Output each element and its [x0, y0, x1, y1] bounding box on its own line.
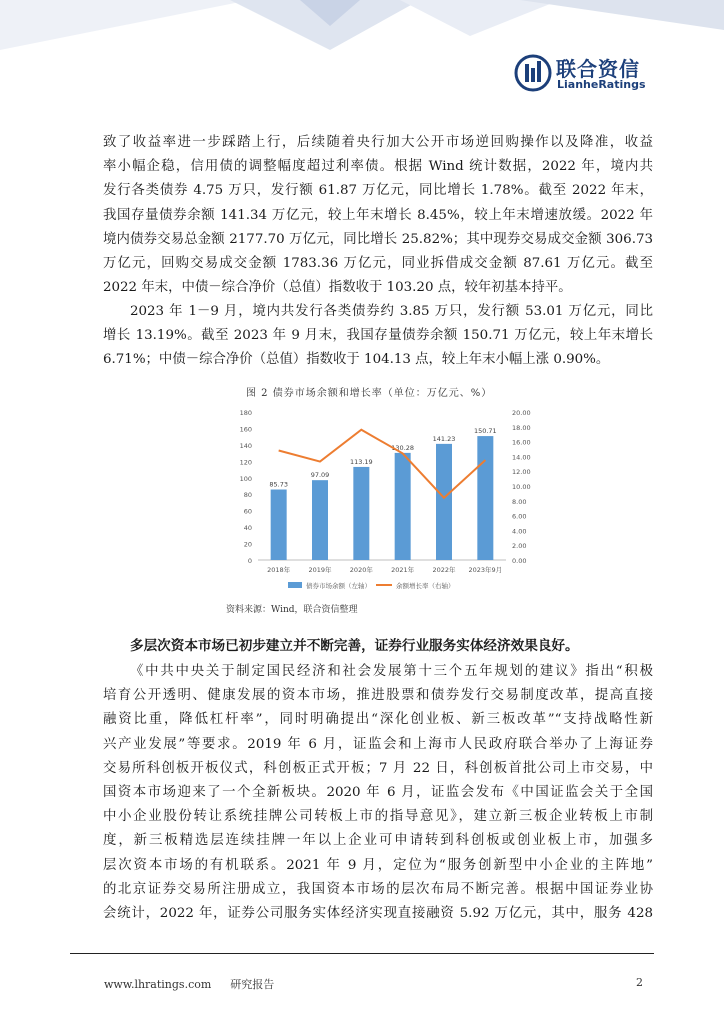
left-axis-tick: 120	[239, 458, 252, 467]
x-axis-tick: 2022年	[432, 566, 456, 574]
right-axis-tick: 0.00	[512, 557, 527, 565]
footer-divider	[70, 953, 654, 954]
left-axis-tick: 100	[239, 474, 252, 483]
company-logo	[514, 50, 654, 100]
footer-doc-type: 研究报告	[230, 978, 275, 991]
bar-data-label: 141.23	[432, 434, 456, 443]
left-axis-tick: 40	[243, 524, 252, 533]
x-axis-tick: 2019年	[308, 566, 332, 574]
paragraph-bond-market-2023	[103, 300, 653, 373]
bar	[312, 480, 328, 560]
text-line: 率小幅企稳，信用债的调整幅度超过利率债。根据 Wind 统计数据，2022 年，境内共	[103, 159, 653, 175]
text-line: 《中共中央关于制定国民经济和社会发展第十三个五年规划的建议》指出“积极	[130, 664, 653, 679]
text-line: 2023 年 1－9 月，境内共发行各类债券约 3.85 万只，发行额 53.01 万亿元，同比	[130, 304, 653, 319]
text-line: 境内债券交易总金额 2177.70 万亿元，同比增长 25.82%；其中现券交易成交金额 306.73	[103, 231, 653, 247]
right-axis-tick: 4.00	[512, 527, 527, 536]
right-axis-tick: 14.00	[512, 453, 531, 462]
left-axis-tick: 160	[239, 425, 252, 434]
bar-data-label: 150.71	[473, 427, 497, 436]
legend-bar-label: 债券市场余额（左轴）	[306, 582, 371, 590]
x-axis-tick: 2020年	[349, 566, 373, 574]
text-line: 层次资本市场的有机联系。2021 年 9 月，定位为“服务创新型中小企业的主阵地”	[103, 857, 653, 873]
x-axis-tick: 2021年	[391, 566, 415, 574]
text-line: 培育公开透明、健康发展的资本市场，推进股票和债券发行交易制度改革，提高直接	[103, 688, 653, 704]
text-line: 2022 年末，中债－综合净价（总值）指数收于 103.20 点，较年初基本持平。	[103, 280, 572, 296]
bond-chart	[226, 404, 556, 619]
text-line: 交易所科创板开板仪式，科创板正式开板；7 月 22 日，科创板首批公司上市交易，中	[103, 760, 653, 776]
paragraph-capital-market	[103, 660, 653, 926]
text-line: 的北京证券交易所注册成立，我国资本市场的层次布局不断完善。根据中国证券业协	[103, 881, 653, 897]
section-heading: 多层次资本市场已初步建立并不断完善，证券行业服务实体经济效果良好。	[130, 638, 579, 654]
bar	[395, 453, 411, 560]
text-line: 6.71%；中债－综合净价（总值）指数收于 104.13 点，较上年末小幅上涨 0.90%。	[103, 352, 610, 368]
text-line: 万亿元，回购交易成交金额 1783.36 万亿元，同业拆借成交金额 87.61 万亿元。截至	[103, 255, 653, 271]
header-decoration	[0, 0, 724, 50]
left-axis-tick: 140	[239, 441, 252, 450]
x-axis-tick: 2018年	[267, 566, 291, 574]
right-axis-tick: 20.00	[512, 409, 531, 417]
logo-cn-text: 联合资信	[556, 57, 640, 81]
left-axis-tick: 0	[247, 557, 252, 565]
figure-title: 图 2 债券市场余额和增长率（单位：万亿元、%）	[246, 388, 493, 399]
right-axis-tick: 2.00	[512, 542, 527, 551]
text-line: 度，新三板精选层连续挂牌一年以上企业可申请转到科创板或创业板上市，加强多	[103, 833, 653, 849]
text-line: 国资本市场迎来了一个全新板块。2020 年 6 月，证监会发布《中国证监会关于全国	[103, 784, 653, 800]
text-line: 融资比重，降低杠杆率”，同时明确提出“深化创业板、新三板改革”“支持战略性新	[103, 712, 653, 728]
right-axis-tick: 16.00	[512, 438, 531, 447]
text-line: 中小企业股份转让系统挂牌公司转板上市的指导意见》，建立新三板企业转板上市制	[103, 809, 653, 825]
bar	[271, 490, 287, 560]
figure-bond-market	[226, 382, 556, 615]
text-line: 增长 13.19%。截至 2023 年 9 月末，我国存量债券余额 150.71 万亿元，较上年末增长	[103, 328, 653, 344]
right-axis-tick: 12.00	[512, 468, 531, 477]
legend-bar-swatch	[288, 582, 302, 588]
text-line: 发行各类债券 4.75 万只，发行额 61.87 万亿元，同比增长 1.78%。截至 2022 年末，	[103, 183, 653, 199]
bar-data-label: 130.28	[391, 443, 415, 452]
bar-data-label: 97.09	[310, 471, 330, 480]
x-axis-tick: 2023年9月	[468, 566, 503, 574]
text-line: 我国存量债券余额 141.34 万亿元，较上年末增长 8.45%，较上年末增速放缓。2022 年	[103, 207, 653, 223]
bar-data-label: 113.19	[349, 457, 373, 466]
bar-data-label: 85.73	[269, 480, 288, 489]
text-line: 兴产业发展”等要求。2019 年 6 月，证监会和上海市人民政府联合举办了上海证券	[103, 736, 653, 752]
logo-en-text: LianheRatings	[557, 78, 646, 91]
page-number: 2	[636, 976, 643, 989]
right-axis-tick: 18.00	[512, 423, 531, 432]
legend-line-label: 余额增长率（右轴）	[396, 582, 455, 590]
right-axis-tick: 10.00	[512, 483, 531, 491]
bar	[353, 467, 369, 560]
left-axis-tick: 180	[239, 409, 252, 417]
footer-site-link[interactable]: www.lhratings.com	[104, 978, 212, 991]
text-line: 会统计，2022 年，证券公司服务实体经济实现直接融资 5.92 万亿元，其中，服务 428	[103, 905, 653, 921]
figure-source: 资料来源：Wind，联合资信整理	[226, 605, 358, 615]
bar	[436, 444, 452, 560]
logo-mark-icon	[514, 54, 552, 92]
right-axis-tick: 6.00	[512, 512, 527, 521]
left-axis-tick: 80	[243, 491, 252, 500]
footer-info	[104, 976, 274, 992]
left-axis-tick: 60	[243, 507, 252, 516]
text-line: 致了收益率进一步踩踏上行，后续随着央行加大公开市场逆回购操作以及降准，收益	[103, 135, 653, 150]
left-axis-tick: 20	[243, 540, 252, 549]
paragraph-bond-market-2022	[103, 131, 653, 300]
right-axis-tick: 8.00	[512, 497, 527, 506]
bar	[477, 436, 493, 560]
